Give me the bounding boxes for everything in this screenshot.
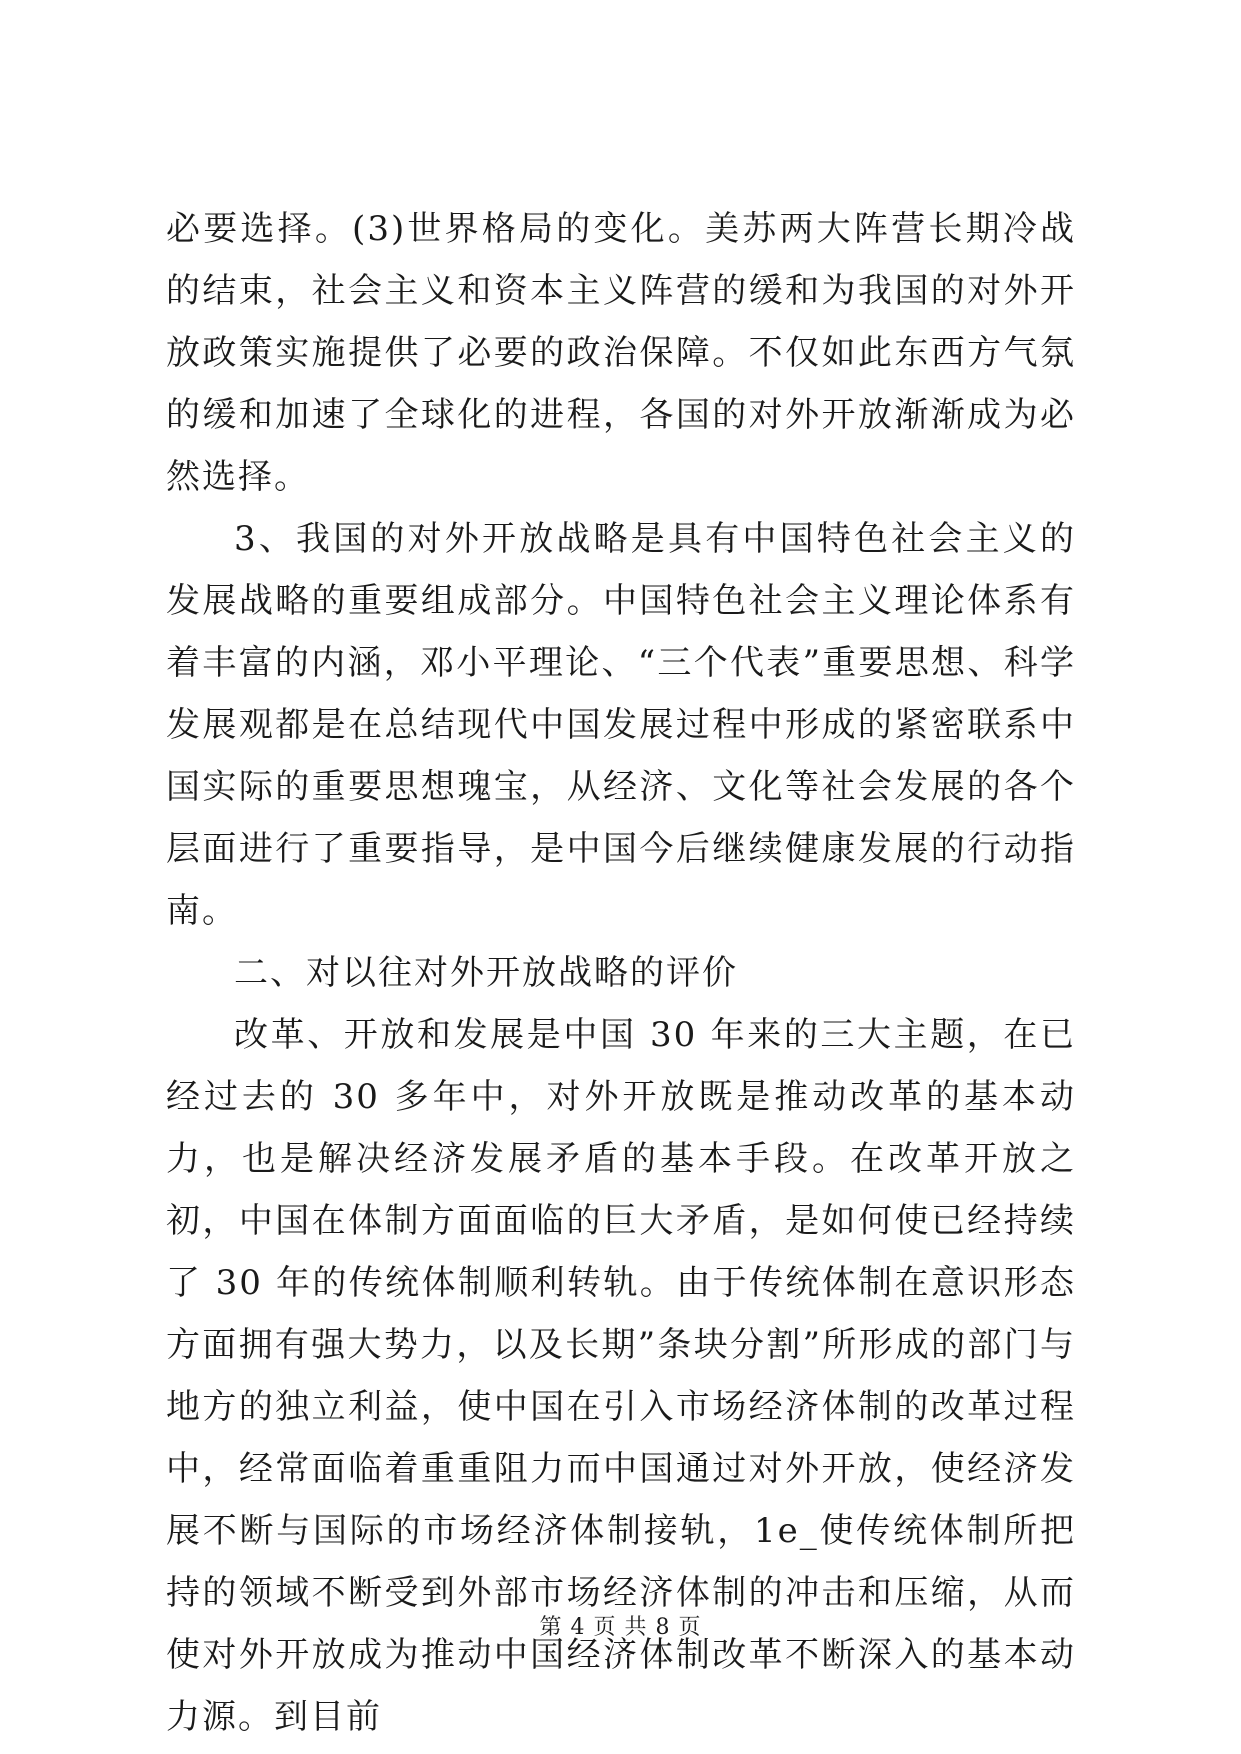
section-heading-evaluation: 二、对以往对外开放战略的评价 [234,953,738,993]
paragraph-reform-opening: 改革、开放和发展是中国 30 年来的三大主题，在已经过去的 30 多年中，对外开放既是推动改革的基本动力，也是解决经济发展矛盾的基本手段。在改革开放之初，中国在体制方面面临的巨大矛盾，是如何使已经持续了 30 年的传统体制顺利转轨。由于传统体制在意识形态方面拥有强大势力，以及长期”条块分割”所形成的部门与地方的独立利益，使中国在引入市场经济体制的改革过程中，经常面临着重重阻力而中国通过对外开放，使经济发展不断与国际的市场经济体制接轨，1e_使传统体制所把持的领域不断受到外部市场经济体制的冲击和压缩，从而使对外开放成为推动中国经济体制改革不断深入的基本动力源。到目前 [166,1015,1076,1737]
paragraph-opening-strategy: 3、我国的对外开放战略是具有中国特色社会主义的发展战略的重要组成部分。中国特色社会主义理论体系有着丰富的内涵，邓小平理论、“三个代表”重要思想、科学发展观都是在总结现代中国发展过程中形成的紧密联系中国实际的重要思想瑰宝，从经济、文化等社会发展的各个层面进行了重要指导，是中国今后继续健康发展的行动指南。 [166,519,1076,931]
page-number-footer: 第 4 页 共 8 页 [539,1615,702,1640]
paragraph-world-pattern: 必要选择。(3)世界格局的变化。美苏两大阵营长期冷战的结束，社会主义和资本主义阵营的缓和为我国的对外开放政策实施提供了必要的政治保障。不仅如此东西方气氛的缓和加速了全球化的进程，各国的对外开放渐渐成为必然选择。 [166,209,1076,497]
document-body [166,198,1076,1748]
